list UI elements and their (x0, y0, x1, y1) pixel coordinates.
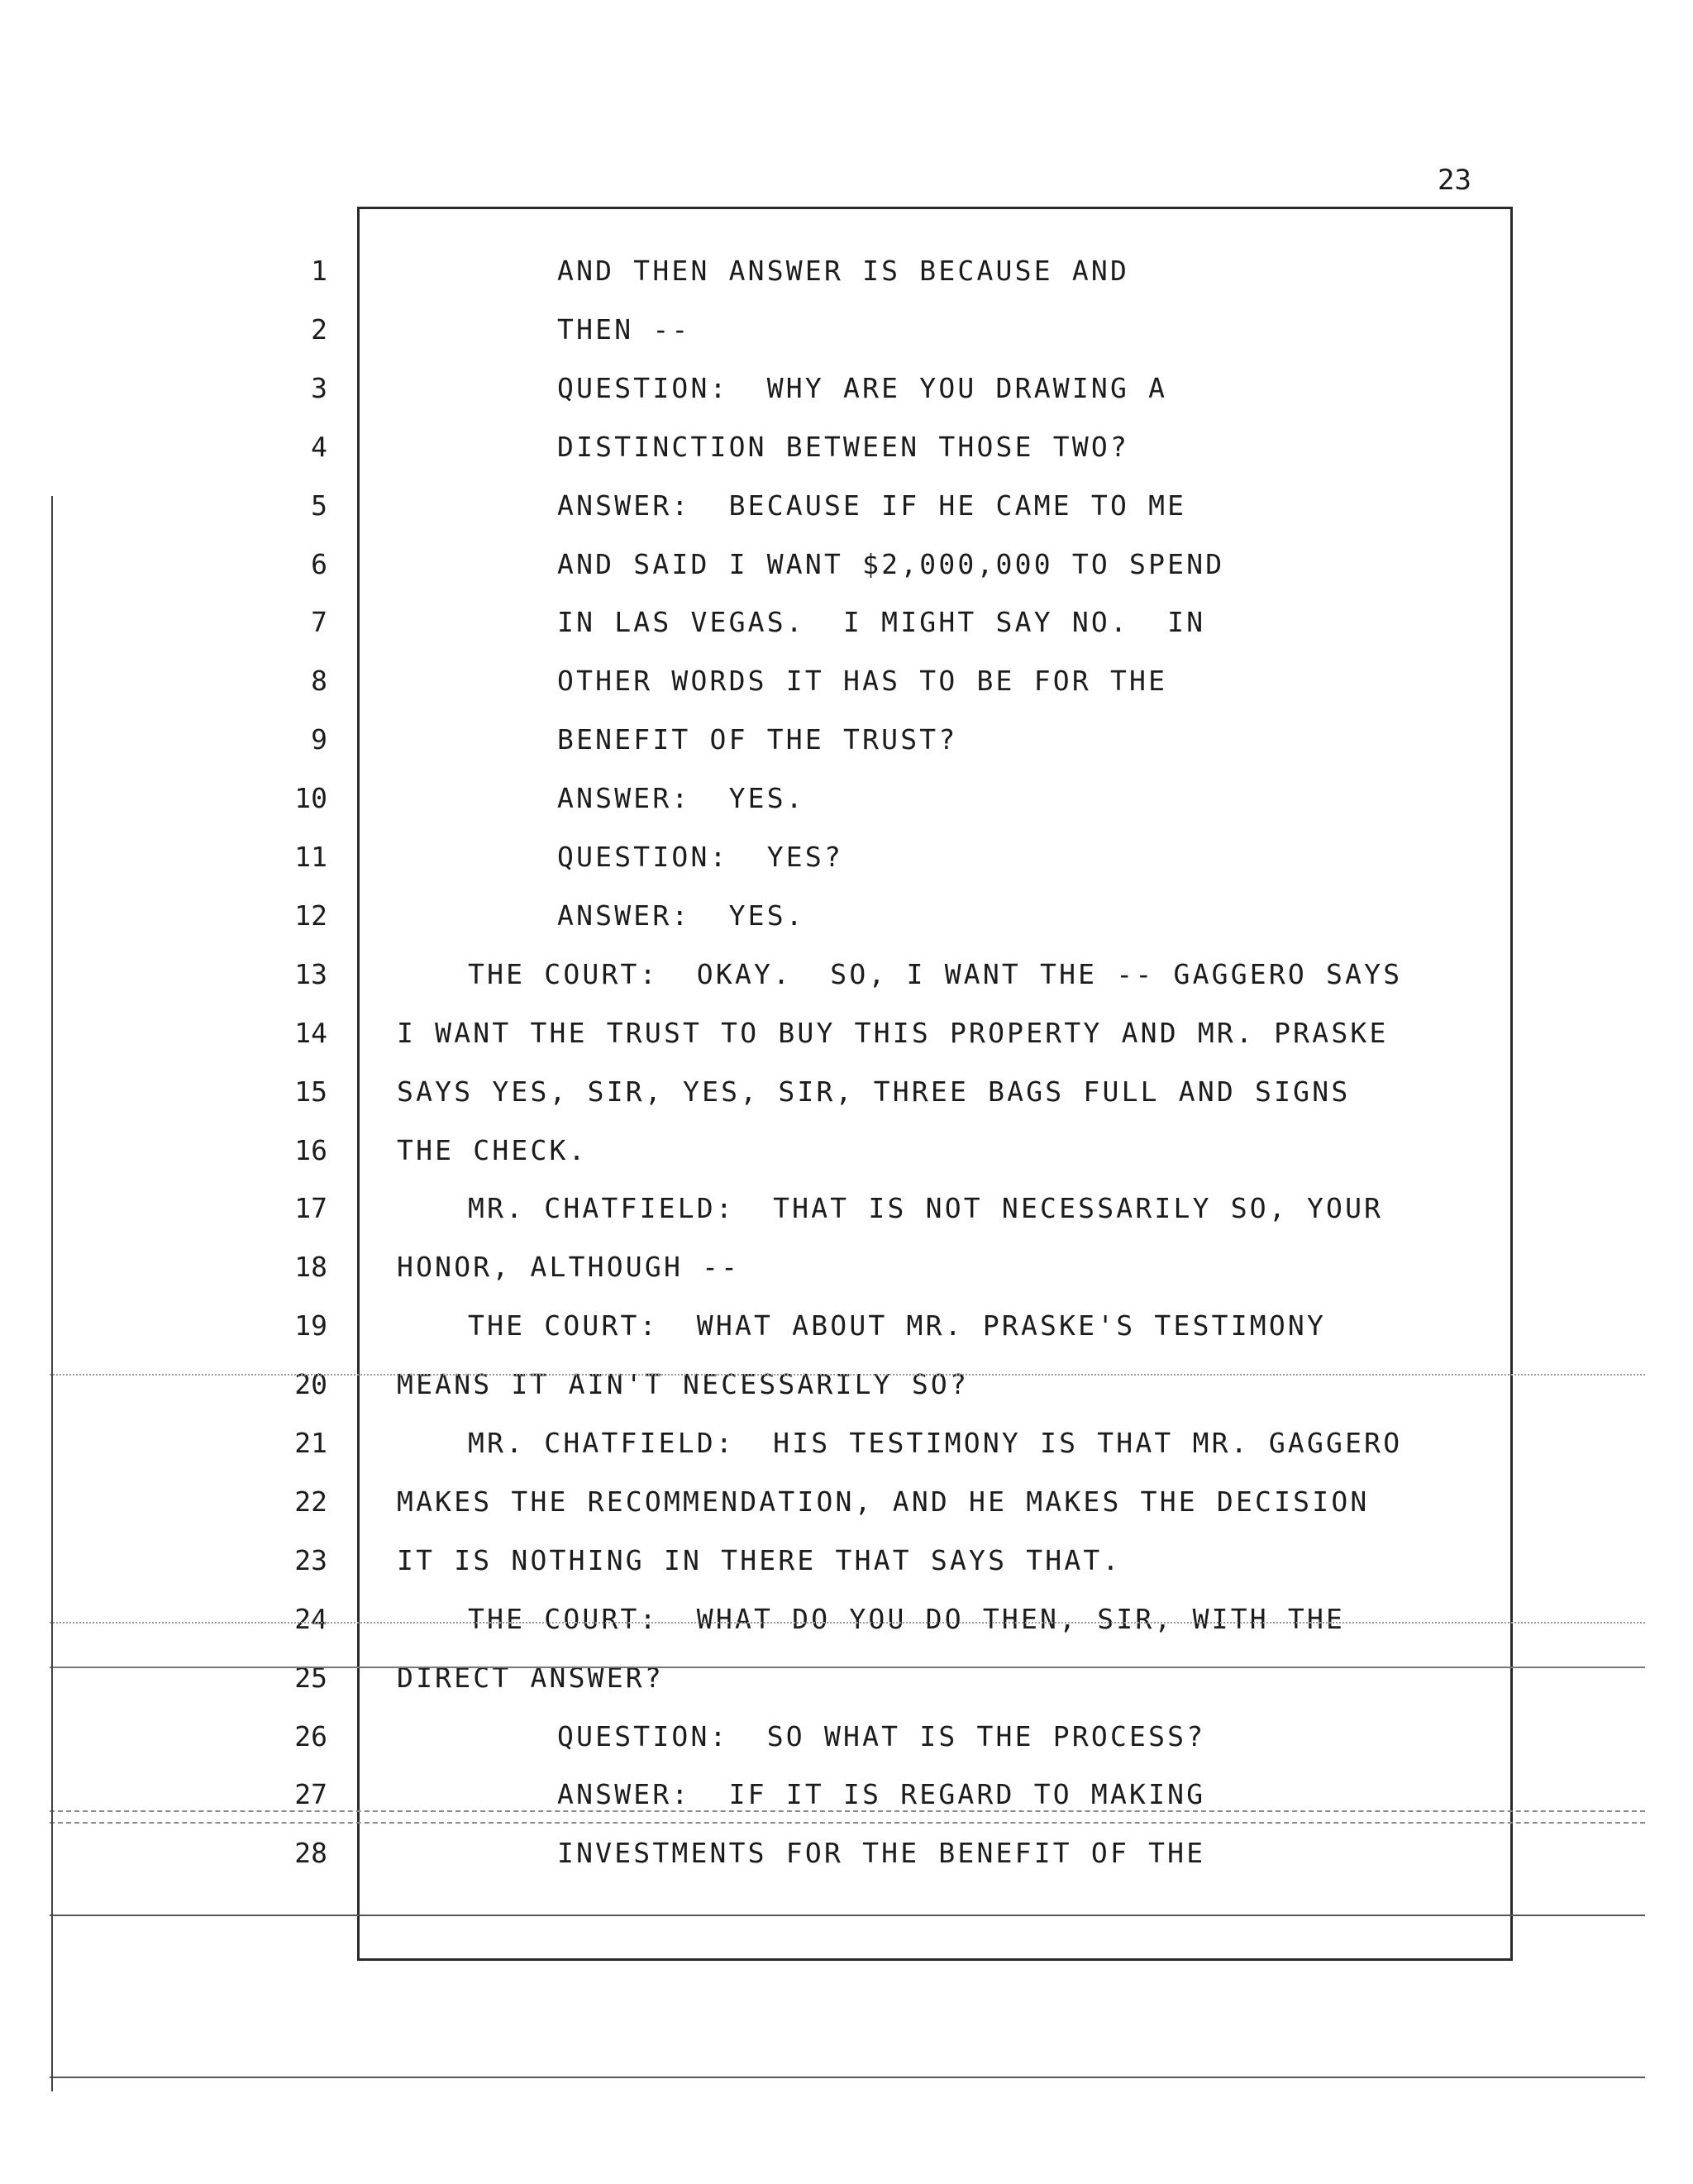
transcript-line: MAKES THE RECOMMENDATION, AND HE MAKES THE DECISION (397, 1485, 1370, 1518)
scan-artifact-line (50, 1374, 1645, 1376)
transcript-line: THE COURT: OKAY. SO, I WANT THE -- GAGGERO SAYS (468, 958, 1403, 990)
line-number: 24 (294, 1603, 327, 1635)
transcript-line: DIRECT ANSWER? (397, 1662, 664, 1694)
line-number: 3 (311, 372, 327, 404)
transcript-line: THEN -- (557, 313, 691, 346)
transcript-line: MEANS IT AIN'T NECESSARILY SO? (397, 1368, 970, 1400)
transcript-line: MR. CHATFIELD: HIS TESTIMONY IS THAT MR. GAGGERO (468, 1427, 1403, 1459)
transcript-line: ANSWER: YES. (557, 899, 805, 932)
line-number: 22 (294, 1485, 327, 1518)
transcript-line: INVESTMENTS FOR THE BENEFIT OF THE (557, 1837, 1206, 1869)
transcript-line: QUESTION: YES? (557, 841, 844, 873)
line-number: 13 (294, 958, 327, 990)
line-number: 11 (294, 841, 327, 873)
scan-artifact-line (50, 1622, 1645, 1624)
line-number: 6 (311, 548, 327, 580)
scan-artifact-line (50, 1667, 1645, 1668)
scan-artifact-line (50, 1822, 1645, 1824)
line-number: 26 (294, 1720, 327, 1752)
transcript-line: OTHER WORDS IT HAS TO BE FOR THE (557, 665, 1168, 697)
line-number: 4 (311, 431, 327, 463)
line-number: 5 (311, 489, 327, 522)
transcript-line: BENEFIT OF THE TRUST? (557, 723, 958, 756)
scan-artifact-line (50, 1810, 1645, 1812)
line-number: 18 (294, 1251, 327, 1283)
line-number: 9 (311, 723, 327, 756)
line-number: 17 (294, 1192, 327, 1224)
line-number: 15 (294, 1075, 327, 1108)
transcript-line: MR. CHATFIELD: THAT IS NOT NECESSARILY SO, YOUR (468, 1192, 1384, 1224)
transcript-line: THE COURT: WHAT ABOUT MR. PRASKE'S TESTIMONY (468, 1309, 1327, 1342)
transcript-line: ANSWER: IF IT IS REGARD TO MAKING (557, 1778, 1206, 1810)
line-number: 8 (311, 665, 327, 697)
transcript-line: I WANT THE TRUST TO BUY THIS PROPERTY AND MR. PRASKE (397, 1017, 1389, 1049)
transcript-line: IN LAS VEGAS. I MIGHT SAY NO. IN (557, 606, 1206, 638)
line-number: 23 (294, 1544, 327, 1576)
transcript-line: THE CHECK. (397, 1134, 588, 1166)
transcript-line: AND SAID I WANT $2,000,000 TO SPEND (557, 548, 1225, 580)
line-number: 16 (294, 1134, 327, 1166)
line-number: 2 (311, 313, 327, 346)
transcript-line: DISTINCTION BETWEEN THOSE TWO? (557, 431, 1130, 463)
line-number: 20 (294, 1368, 327, 1400)
transcript-line: QUESTION: SO WHAT IS THE PROCESS? (557, 1720, 1206, 1752)
scan-artifact-line (50, 2077, 1645, 2078)
line-number: 1 (311, 255, 327, 287)
transcript-line: AND THEN ANSWER IS BECAUSE AND (557, 255, 1130, 287)
scan-artifact-line (50, 1915, 1645, 1916)
transcript-line: THE COURT: WHAT DO YOU DO THEN, SIR, WITH THE (468, 1603, 1346, 1635)
page-number: 23 (1438, 164, 1471, 197)
transcript-line: ANSWER: YES. (557, 782, 805, 814)
line-number: 27 (294, 1778, 327, 1810)
line-number: 12 (294, 899, 327, 932)
line-number: 10 (294, 782, 327, 814)
transcript-line: ANSWER: BECAUSE IF HE CAME TO ME (557, 489, 1187, 522)
line-number: 7 (311, 606, 327, 638)
line-number: 25 (294, 1662, 327, 1694)
transcript-line: IT IS NOTHING IN THERE THAT SAYS THAT. (397, 1544, 1122, 1576)
transcript-line: SAYS YES, SIR, YES, SIR, THREE BAGS FULL AND SIGNS (397, 1075, 1351, 1108)
line-number: 19 (294, 1309, 327, 1342)
line-number: 21 (294, 1427, 327, 1459)
scan-artifact-edge (51, 496, 53, 2091)
line-number: 14 (294, 1017, 327, 1049)
transcript-line: HONOR, ALTHOUGH -- (397, 1251, 741, 1283)
line-number: 28 (294, 1837, 327, 1869)
transcript-line: QUESTION: WHY ARE YOU DRAWING A (557, 372, 1168, 404)
